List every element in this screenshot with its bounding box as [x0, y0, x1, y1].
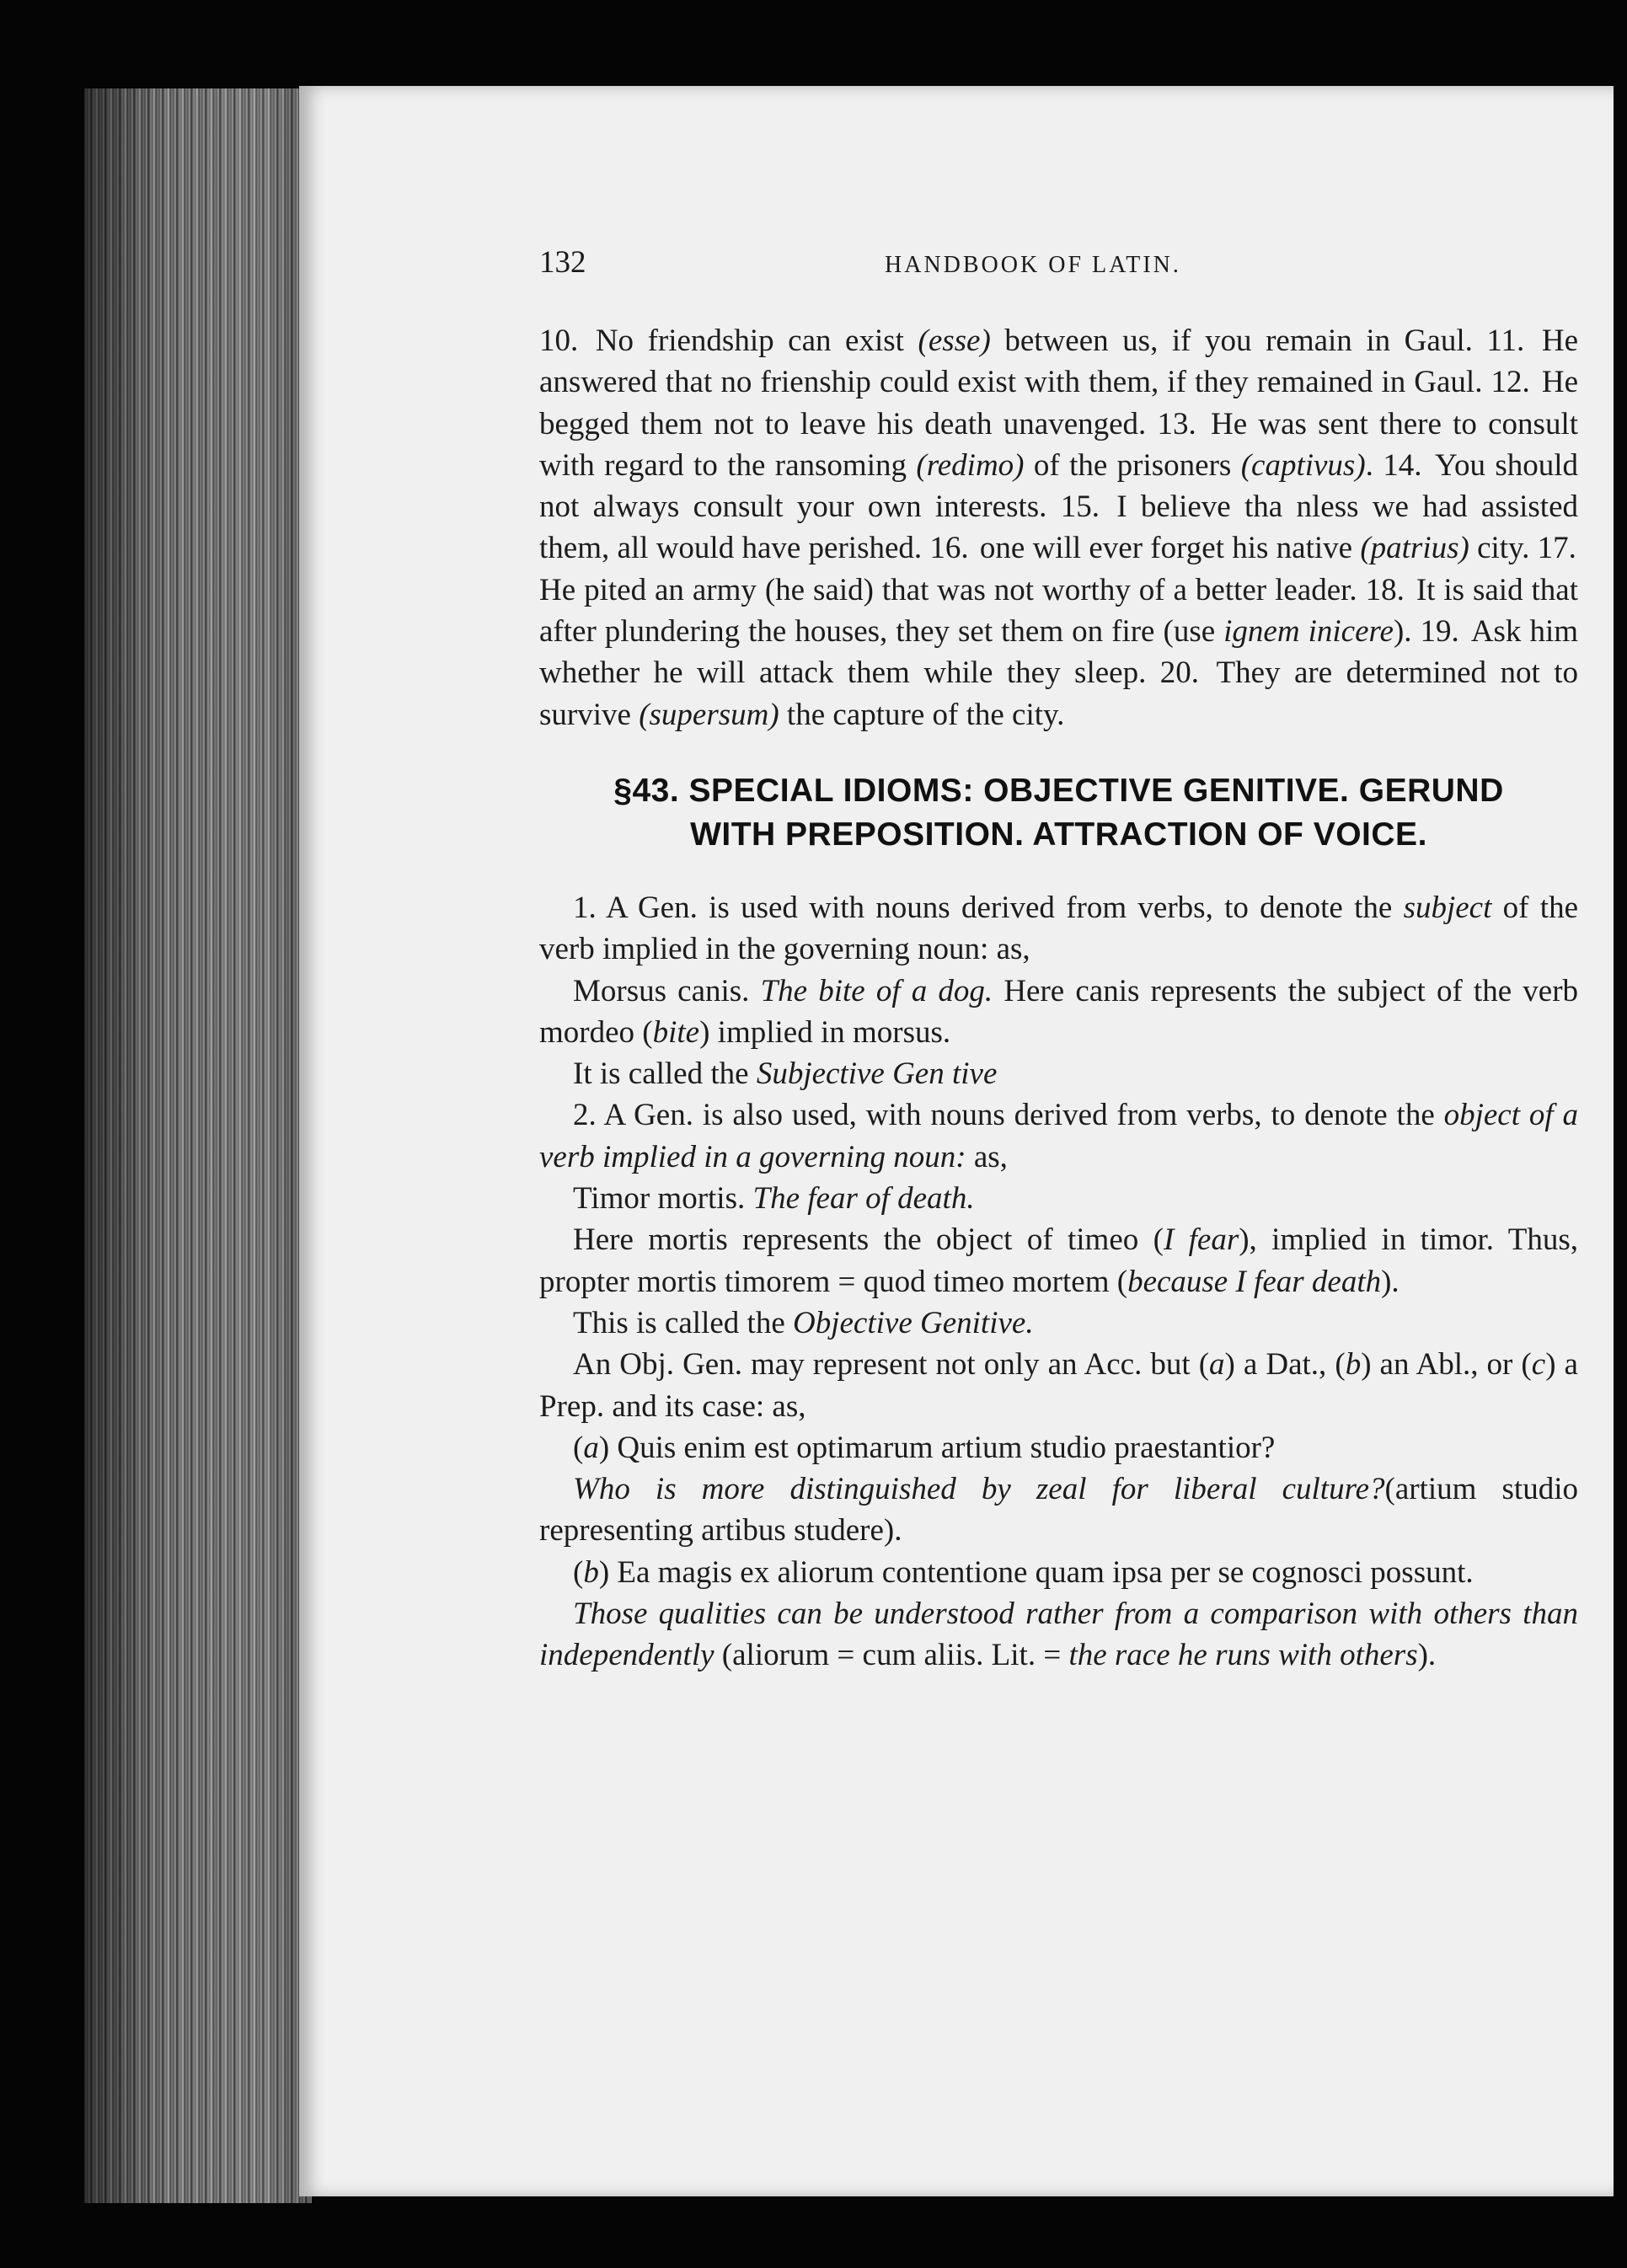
- text-run: You should not always consult your own interests.: [539, 447, 1579, 525]
- text-run: ).: [1393, 614, 1412, 650]
- paragraph: [539, 1178, 1578, 1219]
- text-run: They are determined not to survive: [539, 655, 1579, 732]
- exercise-number: 19.: [1420, 614, 1468, 650]
- italic-text: (supersum): [639, 697, 779, 732]
- paragraph: [539, 1344, 1578, 1427]
- text-run: Here canis represents the subject of the verb mordeo (: [539, 973, 1579, 1050]
- italic-text: b: [583, 1554, 599, 1590]
- italic-text: b: [1345, 1347, 1362, 1383]
- exercise-number: 10.: [539, 324, 592, 358]
- exercise-number: 13.: [1157, 406, 1208, 441]
- running-header: [539, 244, 1578, 281]
- exercise-number: 16.: [929, 531, 977, 566]
- paragraph: [539, 887, 1578, 971]
- text-run: ) a Dat., (: [1224, 1347, 1346, 1383]
- italic-text: Objective Genitive.: [793, 1305, 1034, 1340]
- italic-text: The fear of death.: [752, 1181, 975, 1217]
- text-run: It is said that after plundering the houses, they set them on fire (use: [539, 572, 1579, 650]
- text-run: of the verb implied in the governing noun: as,: [539, 890, 1578, 967]
- text-run: ) Ea magis ex aliorum contentione quam ipsa per se cognosci possunt.: [598, 1554, 1474, 1590]
- text-run: (aliorum = cum aliis. Lit. =: [714, 1638, 1069, 1673]
- italic-text: Subjective Gen tive: [756, 1056, 998, 1092]
- paragraph: [539, 971, 1578, 1054]
- text-run: Here mortis represents the object of timeo (: [573, 1222, 1164, 1258]
- text-run: 1. A Gen. is used with nouns derived from verbs, to denote the: [573, 890, 1404, 925]
- exercise-list: [539, 320, 1578, 735]
- italic-text: subject: [1403, 890, 1492, 925]
- text-run: ) an Abl., or (: [1361, 1347, 1532, 1383]
- italic-text: (esse): [918, 324, 991, 358]
- italic-text: ignem inicere: [1223, 614, 1394, 650]
- text-run: of the prisoners: [1024, 447, 1241, 483]
- italic-text: Those qualities can be understood rather from a comparison with others than independently: [539, 1597, 1578, 1673]
- paragraph: [539, 1219, 1578, 1302]
- text-run: He answered that no frienship could exist with them, if they remained in Gaul.: [539, 324, 1579, 400]
- paragraph: [539, 1302, 1578, 1344]
- exercise-item: [929, 531, 1529, 565]
- italic-text: c: [1531, 1347, 1546, 1383]
- paragraph: [539, 1552, 1578, 1593]
- text-run: I believe tha nless we had assisted them, all would have perished.: [539, 489, 1579, 566]
- text-run: 2. A Gen. is also used, with nouns derived from verbs, to denote the: [573, 1098, 1444, 1133]
- exercise-number: 20.: [1159, 655, 1213, 691]
- text-run: He begged them not to leave his death unavenged.: [539, 365, 1578, 441]
- exercise-number: 18.: [1365, 572, 1413, 607]
- paragraph: [539, 1094, 1578, 1178]
- italic-text: (redimo): [916, 447, 1025, 483]
- text-run: between us, if you remain in Gaul.: [990, 324, 1473, 358]
- text-run: ) implied in morsus.: [699, 1014, 951, 1050]
- paragraph: [539, 1427, 1578, 1468]
- text-run: ), implied in timor. Thus, propter mortis timorem = quod timeo mortem (: [539, 1222, 1578, 1299]
- italic-text: bite: [652, 1014, 700, 1050]
- exercise-item: [539, 324, 1473, 358]
- exercise-number: 17.: [1537, 531, 1576, 566]
- text-run: .: [1365, 447, 1373, 483]
- italic-text: a: [583, 1430, 599, 1465]
- text-run: ).: [1381, 1264, 1400, 1299]
- section-paragraphs: [539, 887, 1578, 1677]
- italic-text: The bite of a dog.: [760, 973, 993, 1008]
- paragraph: [539, 1053, 1578, 1094]
- paragraph: [539, 1593, 1578, 1677]
- text-run: He pited an army (he said) that was not worthy of a better leader.: [539, 572, 1357, 607]
- running-title: HANDBOOK OF LATIN.: [885, 252, 1181, 278]
- exercise-number: 12.: [1491, 365, 1539, 400]
- section-heading: [539, 769, 1578, 857]
- exercise-number: 15.: [1060, 489, 1114, 525]
- page-body: [539, 320, 1578, 1677]
- italic-text: I fear: [1163, 1222, 1239, 1258]
- text-run: the capture of the city.: [779, 697, 1065, 732]
- text-run: ).: [1417, 1638, 1437, 1673]
- text-run: one will ever forget his native: [979, 531, 1361, 566]
- paragraph: [539, 1468, 1578, 1552]
- book-page-edges: [84, 88, 312, 2203]
- text-run: An Obj. Gen. may represent not only an Acc. but (: [573, 1347, 1210, 1383]
- exercise-number: 14.: [1383, 447, 1432, 483]
- italic-text: Who is more distinguished by zeal for liberal culture?: [573, 1472, 1385, 1507]
- text-run: Timor mortis.: [573, 1181, 753, 1217]
- text-run: city.: [1469, 531, 1530, 566]
- text-run: as,: [966, 1139, 1008, 1174]
- section-heading-line2: WITH PREPOSITION. ATTRACTION OF VOICE.: [690, 816, 1427, 853]
- text-run: ) a Prep. and its case: as,: [539, 1347, 1578, 1424]
- italic-text: object of a verb implied in a governing noun:: [539, 1098, 1578, 1174]
- text-run: He was sent there to consult with regard to the ransoming: [539, 406, 1579, 483]
- text-run: (: [573, 1430, 584, 1465]
- text-run: It is called the: [573, 1056, 757, 1092]
- page-number: 132: [539, 245, 586, 280]
- text-run: This is called the: [573, 1305, 793, 1340]
- text-run: (: [573, 1554, 584, 1590]
- section-heading-line1: §43. SPECIAL IDIOMS: OBJECTIVE GENITIVE. GERUND: [613, 772, 1504, 809]
- exercise-number: 11.: [1486, 324, 1539, 358]
- text-run: ) Quis enim est optimarum artium studio praestantior?: [598, 1430, 1276, 1465]
- italic-text: the race he runs with others: [1068, 1638, 1418, 1673]
- italic-text: (captivus): [1240, 447, 1366, 483]
- italic-text: because I fear death: [1127, 1264, 1382, 1299]
- text-run: Ask him whether he will attack them while they sleep.: [539, 614, 1579, 691]
- text-run: No friendship can exist: [595, 324, 918, 358]
- italic-text: (patrius): [1360, 531, 1469, 566]
- text-run: (artium studio representing artibus studere).: [539, 1472, 1578, 1549]
- italic-text: a: [1209, 1347, 1225, 1383]
- text-run: Morsus canis.: [573, 973, 761, 1008]
